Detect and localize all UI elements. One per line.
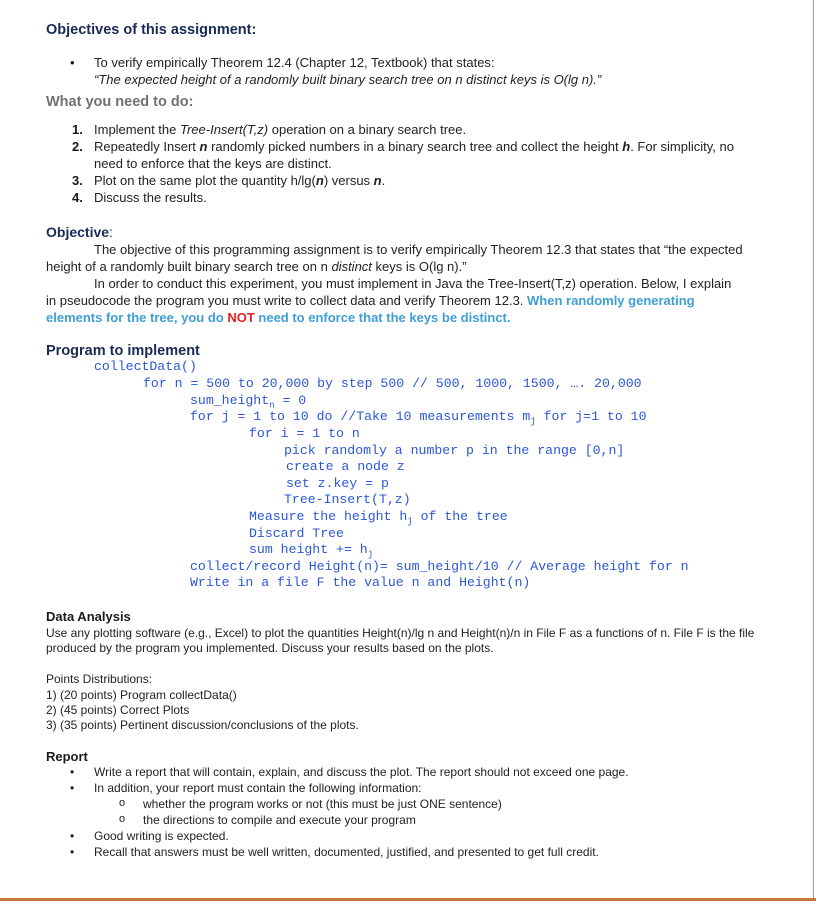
bullet-glyph: • — [70, 845, 75, 859]
todo-item-4: Discuss the results. — [94, 190, 207, 205]
report-bullet-4: Recall that answers must be well written, documented, justified, and presented to get full credit. — [94, 845, 599, 859]
code-line-12: sum height += $h_j$ — [249, 542, 374, 560]
code-line-11: Discard Tree — [249, 526, 344, 541]
code-line-6: pick randomly a number p in the range [0,n] — [284, 443, 625, 458]
sub-bullet-glyph: o — [119, 797, 126, 809]
objective-p1-line1: The objective of this programming assignment is to verify empirically Theorem 12.3 that states that “the expected — [94, 242, 743, 257]
code-line-1: collectData() — [94, 359, 197, 374]
code-line-7: create a node z — [286, 459, 405, 474]
objective-p2-line2: in pseudocode the program you must write to collect data and verify Theorem 12.3. When randomly generating — [46, 293, 695, 308]
code-line-5: for i = 1 to n — [249, 426, 360, 441]
todo-num-1: 1. — [72, 122, 83, 137]
code-line-4: for j = 1 to 10 do //Take 10 measurements $m_j$ for j=1 to 10 — [190, 409, 647, 427]
objective-p2-line1: In order to conduct this experiment, you must implement in Java the Tree-Insert(T,z) operation. Below, I explain — [94, 276, 732, 291]
points-item-2: 2) (45 points) Correct Plots — [46, 703, 190, 717]
objectives-theorem-quote: “The expected height of a randomly built binary search tree on n distinct keys is O(lg n).” — [94, 72, 602, 87]
todo-item-1: Implement the Tree-Insert(T,z) operation on a binary search tree. — [94, 122, 467, 137]
report-bullet-2: In addition, your report must contain the following information: — [94, 781, 422, 795]
objectives-bullet-text: To verify empirically Theorem 12.4 (Chapter 12, Textbook) that states: — [94, 55, 495, 70]
bullet-glyph: • — [70, 829, 75, 843]
program-heading: Program to implement — [46, 343, 200, 359]
points-heading: Points Distributions: — [46, 672, 153, 686]
report-sub-2: the directions to compile and execute your program — [143, 813, 416, 827]
points-item-1: 1) (20 points) Program collectData() — [46, 688, 237, 702]
report-bullet-3: Good writing is expected. — [94, 829, 229, 843]
bullet-glyph: • — [70, 765, 75, 779]
bullet-glyph: • — [70, 781, 75, 795]
report-heading: Report — [46, 749, 88, 764]
report-bullet-1: Write a report that will contain, explain, and discuss the plot. The report should not exceed one page. — [94, 765, 629, 779]
code-line-10: Measure the height $h_j$ of the tree — [249, 509, 508, 527]
points-item-3: 3) (35 points) Pertinent discussion/conclusions of the plots. — [46, 718, 359, 732]
code-line-14: Write in a file F the value n and Height(n) — [190, 575, 531, 590]
objective-heading: Objective: — [46, 224, 113, 240]
todo-item-2: Repeatedly Insert n randomly picked numbers in a binary search tree and collect the height h. For simplicity, no — [94, 139, 734, 154]
objective-p2-line3: elements for the tree, you do NOT need to enforce that the keys be distinct. — [46, 310, 511, 325]
code-line-3: sum_height$_n$ = 0 — [190, 393, 307, 411]
todo-num-4: 4. — [72, 190, 83, 205]
code-line-2: for n = 500 to 20,000 by step 500 // 500, 1000, 1500, …. 20,000 — [143, 376, 642, 391]
data-analysis-heading: Data Analysis — [46, 609, 131, 624]
data-analysis-line1: Use any plotting software (e.g., Excel) to plot the quantities Height(n)/lg n and Height(n)/n in File F as a functions of n. File F is the file — [46, 626, 755, 640]
todo-item-2-line2: need to enforce that the keys are distinct. — [94, 156, 332, 171]
objectives-heading: Objectives of this assignment: — [46, 22, 257, 38]
todo-num-3: 3. — [72, 173, 83, 188]
code-line-8: set z.key = p — [286, 476, 389, 491]
code-line-13: collect/record Height(n)= sum_height/10 // Average height for n — [190, 559, 689, 574]
sub-bullet-glyph: o — [119, 813, 126, 825]
todo-item-3: Plot on the same plot the quantity h/lg(n) versus n. — [94, 173, 386, 188]
todo-num-2: 2. — [72, 139, 83, 154]
objective-p1-line2: height of a randomly built binary search tree on n distinct keys is O(lg n).” — [46, 259, 467, 274]
data-analysis-line2: produced by the program you implemented. Discuss your results based on the plots. — [46, 641, 494, 655]
report-sub-1: whether the program works or not (this must be just ONE sentence) — [143, 797, 502, 811]
todo-heading: What you need to do: — [46, 94, 194, 110]
bullet-glyph: • — [70, 55, 75, 70]
code-line-9: Tree-Insert(T,z) — [284, 492, 411, 507]
